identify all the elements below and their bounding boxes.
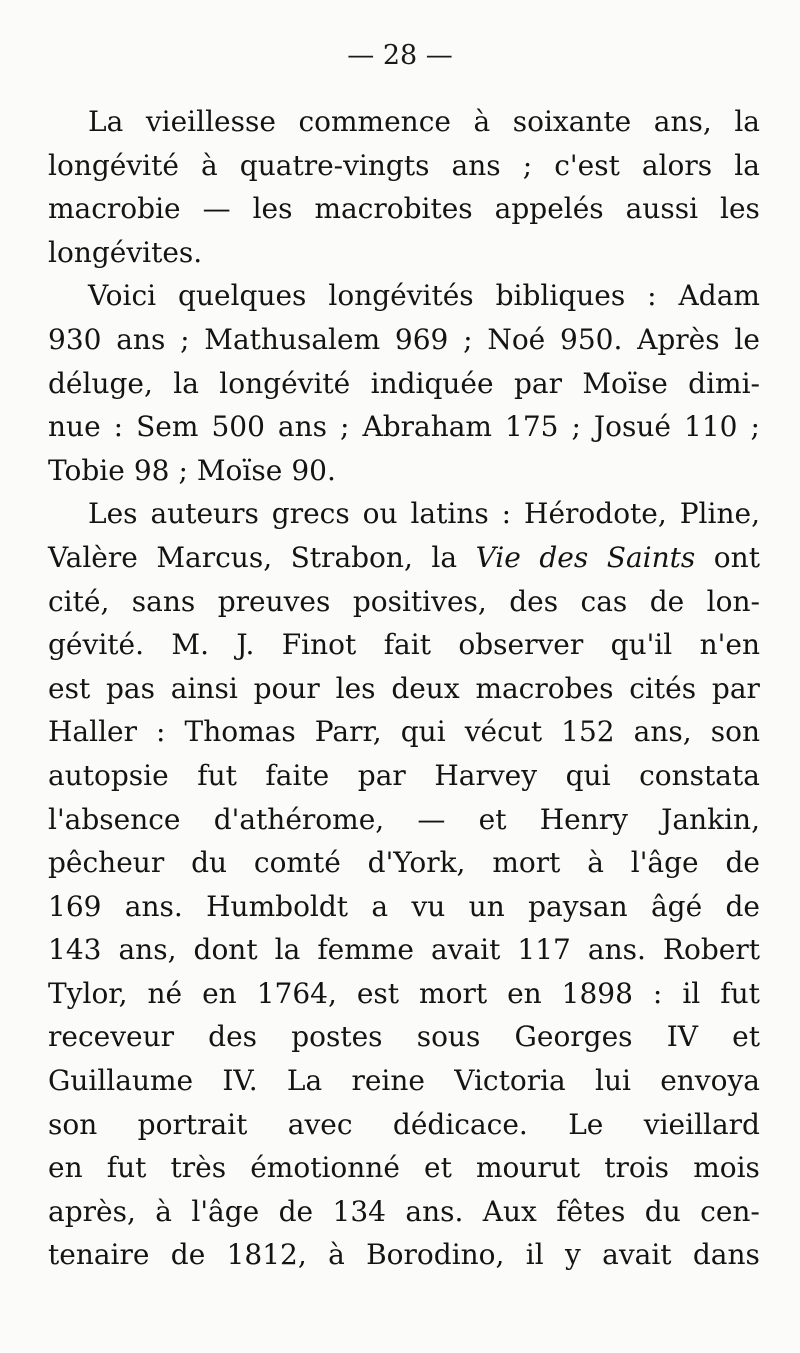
word: trois — [604, 1151, 670, 1185]
word: et — [732, 1020, 760, 1054]
word: — — [417, 802, 446, 836]
word: longévité — [48, 148, 179, 182]
word: quatre-vingts — [239, 148, 430, 182]
word: faite — [265, 758, 330, 792]
word: par — [357, 758, 406, 792]
word: Tobie — [48, 453, 125, 487]
word: y — [565, 1238, 581, 1272]
word: ont — [713, 540, 760, 574]
word: né — [147, 976, 183, 1010]
word: mourut — [475, 1151, 581, 1185]
word: 175 — [505, 410, 559, 444]
word: de — [170, 1238, 206, 1272]
text-line — [48, 492, 760, 536]
word: Parr, — [314, 715, 382, 749]
word: J. — [236, 628, 255, 662]
word: Les — [88, 497, 138, 531]
word: commence — [298, 105, 451, 138]
word: fêtes — [556, 1194, 626, 1228]
word: les — [335, 671, 376, 705]
word: Pline, — [679, 497, 760, 531]
word: sous — [416, 1020, 481, 1054]
word: bibliques — [495, 279, 626, 313]
word: en — [507, 976, 542, 1010]
word: longévités — [328, 279, 474, 313]
word: fut — [106, 1151, 147, 1185]
word: d'York, — [367, 846, 466, 880]
word: la — [274, 933, 301, 967]
word: quelques — [178, 279, 307, 313]
word: par — [513, 366, 562, 400]
word: macrobes — [475, 671, 614, 705]
word: Robert — [662, 933, 760, 967]
text-line — [48, 187, 760, 231]
word: 134 — [332, 1194, 386, 1228]
word: deux — [391, 671, 460, 705]
word: Voici — [88, 279, 157, 313]
word: postes — [291, 1020, 383, 1054]
word: Valère — [48, 540, 138, 574]
body-text — [48, 100, 760, 1277]
word: mort — [419, 976, 488, 1010]
text-line — [48, 536, 760, 580]
word: constata — [639, 758, 760, 792]
word: Abraham — [362, 410, 492, 444]
text-line — [48, 885, 760, 929]
text-line — [48, 841, 760, 885]
word: vécut — [464, 715, 543, 749]
text-line — [48, 1103, 760, 1147]
word: ; — [522, 148, 533, 182]
word: IV. — [222, 1064, 258, 1098]
word: dimi- — [688, 366, 760, 400]
word: il — [525, 1238, 544, 1272]
word: ans. — [587, 933, 646, 967]
word: ans, — [653, 105, 712, 138]
text-line — [48, 1233, 760, 1277]
word: cen- — [700, 1194, 760, 1228]
word: 1898 — [561, 976, 633, 1010]
word: observer — [458, 628, 584, 662]
word: mois — [693, 1151, 760, 1185]
word: avait — [602, 1238, 672, 1272]
word: IV — [666, 1020, 698, 1054]
word: âgé — [650, 889, 703, 923]
word: portrait — [137, 1107, 248, 1141]
word: vieillard — [643, 1107, 760, 1141]
word: 110 — [684, 410, 738, 444]
word: avait — [430, 933, 501, 967]
word: Adam — [678, 279, 760, 313]
word: Finot — [281, 628, 357, 662]
word: Jankin, — [661, 802, 760, 836]
word: par — [711, 671, 760, 705]
word: après, — [48, 1194, 136, 1228]
text-line — [48, 710, 760, 754]
word: n'en — [699, 628, 760, 662]
word: fut — [720, 976, 760, 1010]
text-line — [48, 318, 760, 362]
word: l'âge — [191, 1194, 260, 1228]
word: 1764, — [256, 976, 337, 1010]
word: il — [682, 976, 701, 1010]
word: Le — [568, 1107, 604, 1141]
word: ; — [180, 322, 190, 356]
word: Sem — [136, 410, 199, 444]
word: macrobites — [314, 192, 473, 226]
text-line — [48, 667, 760, 711]
word: soixante — [512, 105, 632, 138]
word: M. — [171, 628, 209, 662]
word: : — [113, 410, 124, 444]
word: de — [649, 584, 685, 618]
text-line — [48, 362, 760, 406]
word: ans. — [124, 889, 183, 923]
word: les — [252, 192, 293, 226]
word: c'est — [554, 148, 620, 182]
word: aussi — [625, 192, 699, 226]
word: dont — [193, 933, 258, 967]
page-number: — 28 — — [347, 40, 453, 71]
word: Aux — [482, 1194, 537, 1228]
word: Harvey — [434, 758, 538, 792]
word: qui — [565, 758, 611, 792]
word: fut — [197, 758, 237, 792]
word: à — [328, 1238, 345, 1272]
word: indiquée — [370, 366, 494, 400]
word: Guillaume — [48, 1064, 194, 1098]
word: de — [278, 1194, 314, 1228]
word: l'âge — [630, 846, 699, 880]
word: autopsie — [48, 758, 169, 792]
text-line — [48, 144, 760, 188]
text-line — [48, 231, 760, 275]
word: Hérodote, — [524, 497, 667, 531]
word: macrobie — [48, 192, 181, 226]
word: grecs — [271, 497, 350, 531]
word: ; — [178, 453, 188, 487]
text-line — [48, 1190, 760, 1234]
word: mort — [492, 846, 561, 880]
word: Vie — [475, 540, 521, 574]
word: ans, — [118, 933, 177, 967]
word: sans — [131, 584, 196, 618]
word: des — [539, 540, 589, 574]
word: en — [202, 976, 237, 1010]
word: latins — [410, 497, 489, 531]
word: comté — [253, 846, 341, 880]
word: Thomas — [184, 715, 296, 749]
word: son — [48, 1107, 98, 1141]
word: 969 — [394, 322, 449, 356]
word: ; — [571, 410, 581, 444]
word: Saints — [606, 540, 696, 574]
word: preuves — [217, 584, 331, 618]
word: pour — [253, 671, 320, 705]
word: émotionné — [250, 1151, 400, 1185]
text-line — [48, 972, 760, 1016]
word: 152 — [561, 715, 615, 749]
word: : — [156, 715, 166, 749]
word: paysan — [528, 889, 628, 923]
word: déluge, — [48, 366, 153, 400]
word: auteurs — [150, 497, 259, 531]
word: dans — [692, 1238, 760, 1272]
word: 930 — [48, 322, 102, 356]
word: Strabon, — [290, 540, 413, 574]
word: qu'il — [610, 628, 673, 662]
word: lon- — [706, 584, 760, 618]
word: Mathusalem — [204, 322, 381, 356]
word: ans — [116, 322, 166, 356]
word: cité, — [48, 584, 110, 618]
word: Humboldt — [206, 889, 349, 923]
word: alors — [641, 148, 713, 182]
word: qui — [400, 715, 446, 749]
word: la — [734, 148, 760, 182]
text-line — [48, 1059, 760, 1103]
word: receveur — [48, 1020, 175, 1054]
word: la — [734, 105, 760, 138]
word: ans. — [405, 1194, 464, 1228]
word: un — [468, 889, 505, 923]
word: longévites. — [48, 235, 203, 269]
word: le — [734, 322, 760, 356]
word: Moïse — [582, 366, 668, 400]
word: des — [509, 584, 559, 618]
word: est — [48, 671, 91, 705]
word: Moïse — [196, 453, 283, 487]
word: 1812, — [226, 1238, 307, 1272]
word: Noé — [487, 322, 546, 356]
text-line — [48, 100, 760, 144]
word: 117 — [517, 933, 571, 967]
word: les — [720, 192, 760, 226]
word: d'athérome, — [213, 802, 385, 836]
word: 90. — [291, 453, 336, 487]
word: de — [725, 889, 760, 923]
word: Borodino, — [366, 1238, 505, 1272]
word: envoya — [660, 1064, 760, 1098]
word: reine — [351, 1064, 425, 1098]
word: ou — [362, 497, 398, 531]
word: du — [644, 1194, 681, 1228]
word: ans — [277, 410, 328, 444]
word: cas — [580, 584, 628, 618]
text-line — [48, 623, 760, 667]
word: à — [587, 846, 604, 880]
word: des — [208, 1020, 258, 1054]
word: très — [170, 1151, 227, 1185]
word: La — [88, 105, 124, 138]
word: 950. — [560, 322, 623, 356]
word: vieillesse — [145, 105, 276, 138]
word: tenaire — [48, 1238, 150, 1272]
word: du — [191, 846, 228, 880]
word: : — [652, 976, 663, 1010]
word: positives, — [352, 584, 487, 618]
word: et — [424, 1151, 452, 1185]
word: La — [286, 1064, 323, 1098]
text-line — [48, 798, 760, 842]
word: pêcheur — [48, 846, 165, 880]
word: ans, — [633, 715, 692, 749]
word: lui — [595, 1064, 631, 1098]
word: 143 — [48, 933, 102, 967]
word: : — [647, 279, 657, 313]
word: Victoria — [454, 1064, 566, 1098]
word: la — [173, 366, 199, 400]
text-line — [48, 1015, 760, 1059]
word: vu — [411, 889, 446, 923]
word: à — [201, 148, 218, 182]
word: Josué — [593, 410, 671, 444]
word: pas — [106, 671, 155, 705]
word: fait — [383, 628, 431, 662]
word: femme — [317, 933, 414, 967]
word: dédicace. — [392, 1107, 528, 1141]
word: ans — [451, 148, 501, 182]
word: appelés — [494, 192, 604, 226]
word: en — [48, 1151, 83, 1185]
word: longévité — [219, 366, 351, 400]
word: l'absence — [48, 802, 181, 836]
text-line — [48, 754, 760, 798]
word: ; — [340, 410, 350, 444]
text-line — [48, 580, 760, 624]
word: à — [473, 105, 491, 138]
word: a — [371, 889, 389, 923]
word: à — [155, 1194, 172, 1228]
word: cités — [629, 671, 697, 705]
text-line — [48, 449, 760, 493]
word: Marcus, — [156, 540, 273, 574]
text-line — [48, 405, 760, 449]
word: Georges — [514, 1020, 633, 1054]
text-line — [48, 1146, 760, 1190]
word: : — [501, 497, 512, 531]
word: 98 — [133, 453, 170, 487]
word: son — [710, 715, 760, 749]
word: Haller — [48, 715, 137, 749]
text-line — [48, 928, 760, 972]
word: ainsi — [170, 671, 238, 705]
word: nue — [48, 410, 101, 444]
word: et — [478, 802, 507, 836]
word: gévité. — [48, 628, 144, 662]
word: de — [725, 846, 760, 880]
word: est — [356, 976, 400, 1010]
word: avec — [287, 1107, 353, 1141]
word: 169 — [48, 889, 102, 923]
word: Henry — [539, 802, 628, 836]
word: Après — [637, 322, 720, 356]
word: Tylor, — [48, 976, 128, 1010]
word: ; — [463, 322, 473, 356]
word: la — [431, 540, 458, 574]
word: 500 — [211, 410, 265, 444]
word: — — [202, 192, 231, 226]
text-line — [48, 274, 760, 318]
word: ; — [750, 410, 760, 444]
